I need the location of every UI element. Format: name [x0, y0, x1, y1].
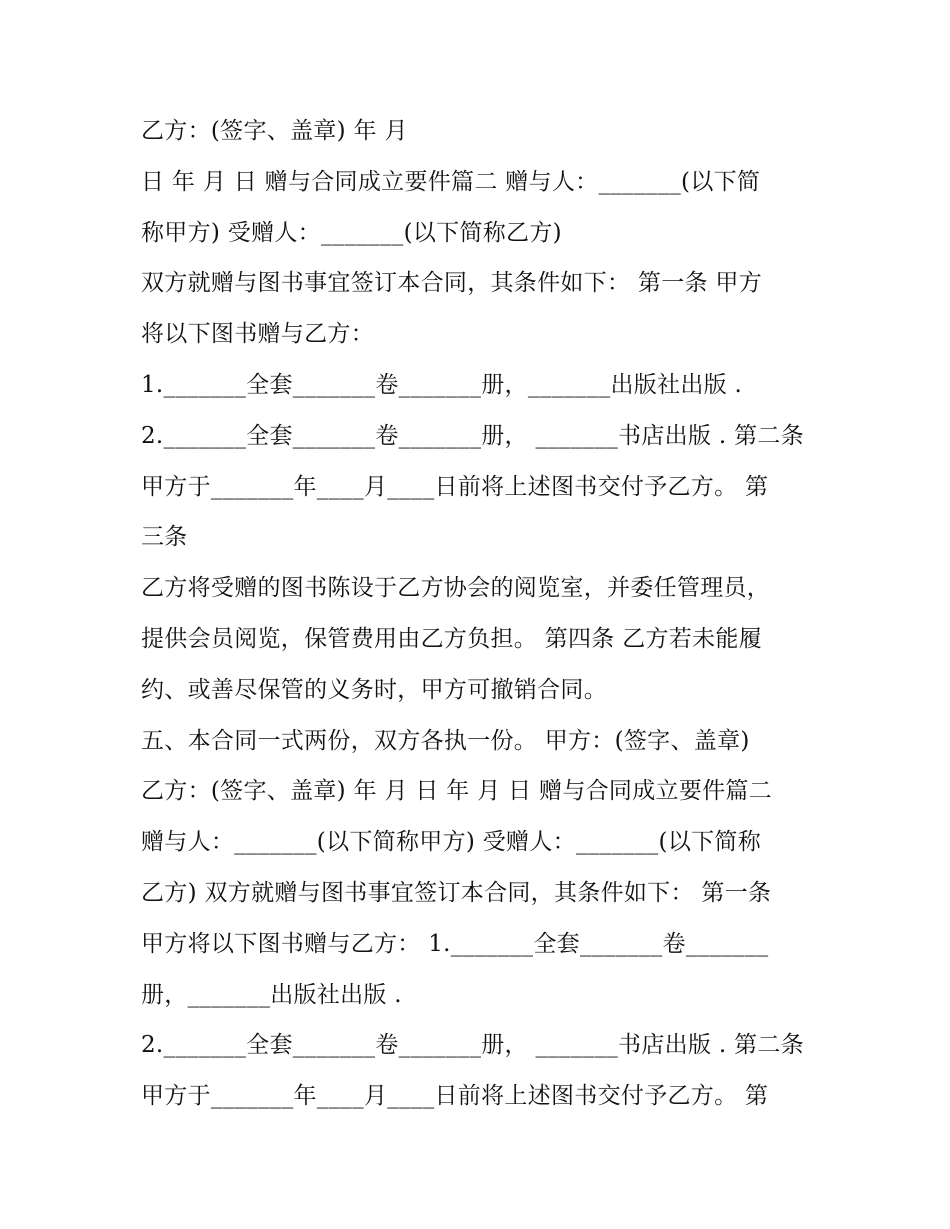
text-line: 甲方将以下图书赠与乙方： 1._______全套_______卷_______	[141, 930, 769, 957]
text-line: 双方就赠与图书事宜签订本合同，其条件如下： 第一条 甲方	[141, 270, 763, 297]
text-line: 约、或善尽保管的义务时，甲方可撤销合同。	[141, 676, 607, 703]
text-line: 将以下图书赠与乙方：	[141, 321, 374, 348]
text-line: 乙方：(签字、盖章) 年 月 日 年 月 日 赠与合同成立要件篇二	[141, 778, 773, 805]
text-line: 1._______全套_______卷_______册，_______出版社出版 .	[141, 371, 743, 398]
text-line: 甲方于_______年____月____日前将上述图书交付予乙方。 第	[141, 473, 769, 500]
text-line: 五、本合同一式两份，双方各执一份。 甲方：(签字、盖章)	[141, 727, 750, 754]
text-line: 2._______全套_______卷_______册， _______书店出版 . 第二条	[141, 1032, 804, 1059]
text-line: 册，_______出版社出版 .	[141, 981, 402, 1008]
text-line: 称甲方) 受赠人：_______(以下简称乙方)	[141, 219, 562, 246]
text-line: 乙方：(签字、盖章) 年 月	[141, 118, 408, 144]
text-line: 乙方) 双方就赠与图书事宜签订本合同，其条件如下： 第一条	[141, 879, 772, 906]
text-line: 乙方将受赠的图书陈设于乙方协会的阅览室，并委任管理员，	[141, 575, 771, 602]
text-line: 赠与人：_______(以下简称甲方) 受赠人：_______(以下简称	[141, 829, 762, 856]
text-line: 三条	[141, 524, 188, 551]
text-line: 甲方于_______年____月____日前将上述图书交付予乙方。 第	[141, 1083, 769, 1110]
text-line: 日 年 月 日 赠与合同成立要件篇二 赠与人：_______(以下简	[141, 168, 761, 195]
document-body	[141, 106, 821, 1122]
text-line: 2._______全套_______卷_______册， _______书店出版 . 第二条	[141, 422, 804, 449]
text-line: 提供会员阅览，保管费用由乙方负担。 第四条 乙方若未能履	[141, 625, 763, 652]
